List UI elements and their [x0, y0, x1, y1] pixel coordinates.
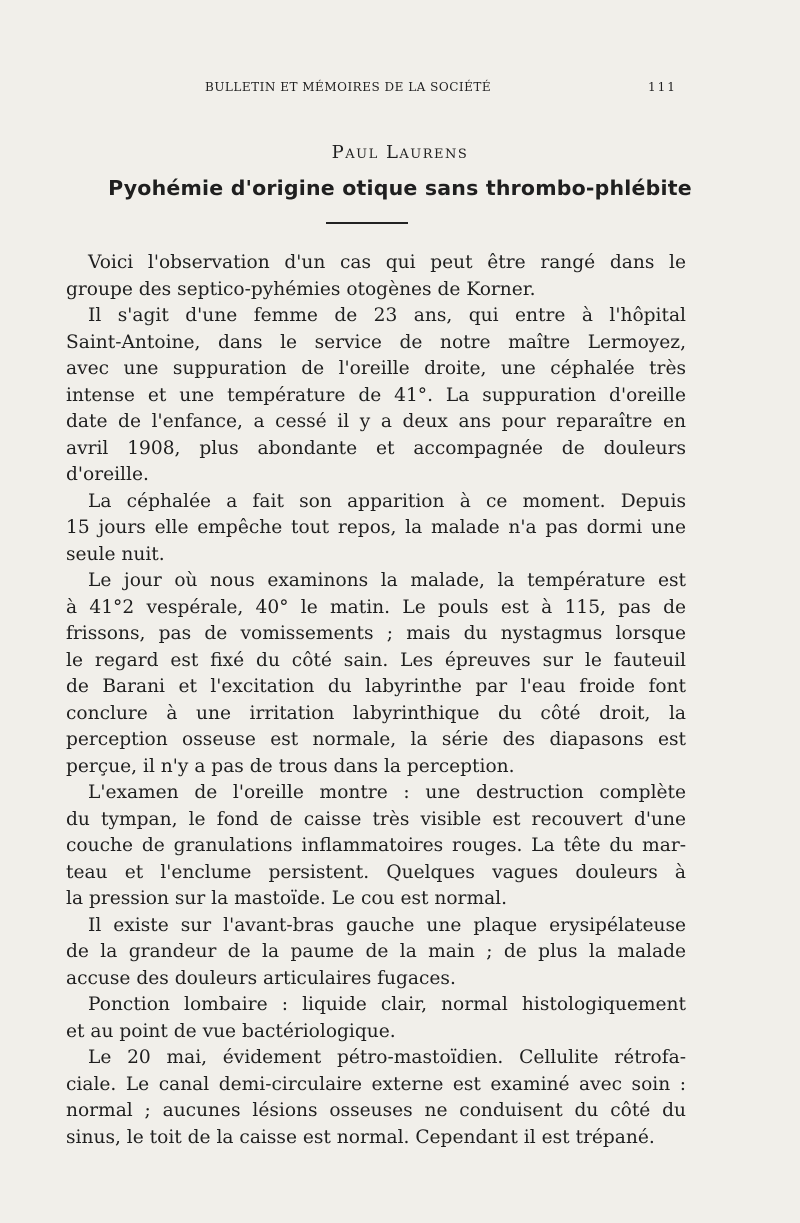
- text-line: Le 20 mai, évidement pétro-mastoïdien. Cellulite rétrofa-: [88, 1047, 686, 1068]
- text-line: d'oreille.: [66, 464, 149, 485]
- page-number: 111: [648, 80, 677, 94]
- article-title: Pyohémie d'origine otique sans thrombo-phlébite: [108, 176, 692, 200]
- article-body: [66, 250, 686, 1151]
- text-line: Il s'agit d'une femme de 23 ans, qui entre à l'hôpital: [88, 305, 686, 326]
- text-line: L'examen de l'oreille montre : une destruction complète: [88, 782, 686, 803]
- text-line: de la grandeur de la paume de la main ; de plus la malade: [66, 941, 686, 962]
- text-line: teau et l'enclume persistent. Quelques vagues douleurs à: [66, 861, 686, 883]
- title-divider: [326, 222, 408, 224]
- text-line: de Barani et l'excitation du labyrinthe par l'eau froide font: [66, 676, 686, 697]
- text-line: Voici l'observation d'un cas qui peut être rangé dans le: [88, 252, 686, 273]
- text-line: Il existe sur l'avant-bras gauche une plaque erysipélateuse: [88, 914, 686, 936]
- text-line: et au point de vue bactériologique.: [66, 1020, 396, 1042]
- text-line: 15 jours elle empêche tout repos, la malade n'a pas dormi une: [66, 517, 686, 538]
- text-line: à 41°2 vespérale, 40° le matin. Le pouls est à 115, pas de: [66, 596, 686, 618]
- text-line: conclure à une irritation labyrinthique du côté droit, la: [66, 702, 686, 724]
- text-line: couche de granulations inflammatoires rouges. La tête du mar-: [66, 835, 686, 856]
- text-line: La céphalée a fait son apparition à ce moment. Depuis: [88, 490, 686, 512]
- text-line: intense et une température de 41°. La suppuration d'oreille: [66, 384, 686, 406]
- text-line: perçue, il n'y a pas de trous dans la perception.: [66, 755, 515, 777]
- text-line: Ponction lombaire : liquide clair, normal histologiquement: [88, 994, 686, 1015]
- running-header: BULLETIN ET MÉMOIRES DE LA SOCIÉTÉ: [205, 80, 492, 94]
- text-line: Le jour où nous examinons la malade, la température est: [88, 570, 686, 591]
- text-line: ciale. Le canal demi-circulaire externe est examiné avec soin :: [66, 1073, 686, 1095]
- text-line: accuse des douleurs articulaires fugaces.: [66, 967, 456, 989]
- text-line: avril 1908, plus abondante et accompagnée de douleurs: [66, 437, 686, 459]
- text-line: le regard est fixé du côté sain. Les épreuves sur le fauteuil: [66, 649, 686, 671]
- text-line: avec une suppuration de l'oreille droite, une céphalée très: [66, 358, 686, 379]
- text-line: seule nuit.: [66, 543, 165, 565]
- text-line: Saint-Antoine, dans le service de notre maître Lermoyez,: [66, 331, 686, 353]
- text-line: la pression sur la mastoïde. Le cou est normal.: [66, 888, 508, 909]
- text-line: groupe des septico-pyhémies otogènes de Korner.: [66, 278, 536, 300]
- text-line: date de l'enfance, a cessé il y a deux ans pour reparaître en: [66, 411, 686, 432]
- article-author: Paul Laurens: [331, 142, 469, 163]
- text-line: du tympan, le fond de caisse très visible est recouvert d'une: [66, 808, 686, 830]
- text-line: sinus, le toit de la caisse est normal. Cependant il est trépané.: [66, 1126, 655, 1148]
- text-line: normal ; aucunes lésions osseuses ne conduisent du côté du: [66, 1100, 686, 1121]
- text-line: frissons, pas de vomissements ; mais du nystagmus lorsque: [66, 623, 686, 644]
- text-line: perception osseuse est normale, la série des diapasons est: [66, 729, 686, 750]
